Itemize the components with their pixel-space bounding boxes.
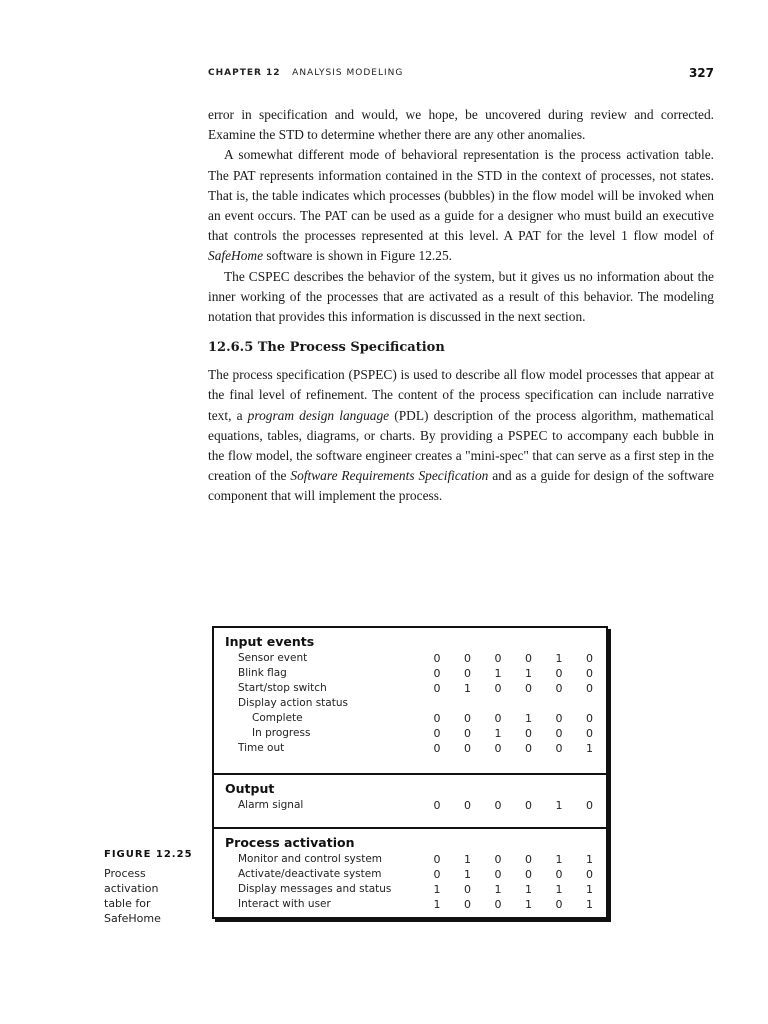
activation-value: 0 <box>586 667 593 680</box>
activation-value: 0 <box>433 682 441 695</box>
row-label: Display messages and status <box>238 883 392 895</box>
activation-value: 0 <box>433 853 441 866</box>
output-title: Output <box>225 781 275 796</box>
row-label: Activate/deactivate system <box>238 868 382 880</box>
paragraph-2: A somewhat different mode of behavioral representation is the process activation table. The PAT represents information contained in the STD in the context of processes, not states. That is, the table indicates which processes (bubbles) in the flow model will be invoked when an event occurs. The PAT can be used as a guide for a designer who must build an executive that controls the processes represented at this level. A PAT for the level 1 flow model of SafeHome software is shown in Figure 12.25. <box>208 147 714 264</box>
activation-value: 0 <box>525 799 532 812</box>
activation-value: 0 <box>433 727 441 740</box>
row-label: Interact with user <box>238 898 331 910</box>
activation-value: 1 <box>555 853 563 866</box>
activation-value: 1 <box>586 883 593 896</box>
table-row <box>214 711 606 726</box>
activation-value: 0 <box>586 799 593 812</box>
output-section <box>214 773 606 827</box>
running-head <box>208 68 403 78</box>
figure-label: FIGURE 12.25 <box>104 849 193 860</box>
table-row <box>214 696 606 711</box>
table-row <box>214 681 606 696</box>
activation-value: 1 <box>464 868 471 881</box>
row-label: Complete <box>252 712 303 724</box>
process-rows <box>214 852 606 912</box>
row-label: Time out <box>238 742 285 754</box>
table-row <box>214 852 606 867</box>
activation-value: 0 <box>586 712 593 725</box>
table-row <box>214 726 606 741</box>
paragraph-3: The CSPEC describes the behavior of the system, but it gives us no information about the inner working of the processes that are activated as a result of this behavior. The modeling notation that provides this information is discussed in the next section. <box>208 268 714 325</box>
figure-caption <box>104 849 204 926</box>
activation-value: 0 <box>433 712 441 725</box>
activation-value: 0 <box>494 799 502 812</box>
activation-value: 0 <box>525 682 532 695</box>
activation-value: 0 <box>464 742 471 755</box>
activation-value: 0 <box>433 652 441 665</box>
activation-value: 0 <box>525 868 532 881</box>
activation-value: 0 <box>586 727 593 740</box>
input-events-title: Input events <box>225 634 315 649</box>
table-row <box>214 651 606 666</box>
activation-value: 0 <box>555 868 563 881</box>
activation-value: 0 <box>555 667 563 680</box>
activation-value: 0 <box>464 883 471 896</box>
srs-emphasis: Software Requirements Specification <box>290 468 489 484</box>
figure-caption-text: Process activation table for SafeHome <box>104 867 161 925</box>
pdl-emphasis: program design language <box>247 407 390 423</box>
activation-value: 0 <box>494 898 502 911</box>
activation-value: 1 <box>555 883 563 896</box>
activation-value: 1 <box>586 742 593 755</box>
activation-value: 0 <box>525 727 532 740</box>
activation-value: 0 <box>494 712 502 725</box>
table-row <box>214 897 606 912</box>
activation-value: 0 <box>525 853 532 866</box>
table-row <box>214 666 606 681</box>
activation-value: 1 <box>525 667 532 680</box>
activation-value: 0 <box>525 742 532 755</box>
process-activation-section <box>214 827 606 912</box>
table-row <box>214 798 606 813</box>
safehome-emphasis: SafeHome <box>208 248 264 264</box>
activation-value: 1 <box>525 898 532 911</box>
output-rows <box>214 798 606 813</box>
activation-value: 0 <box>494 682 502 695</box>
activation-value: 0 <box>464 898 471 911</box>
activation-value: 0 <box>494 742 502 755</box>
activation-value: 1 <box>555 799 563 812</box>
process-activation-title: Process activation <box>225 835 355 850</box>
body-text <box>208 105 714 507</box>
chapter-title: ANALYSIS MODELING <box>292 68 404 78</box>
activation-value: 0 <box>464 652 471 665</box>
activation-value: 0 <box>464 799 471 812</box>
row-label: Blink flag <box>238 667 287 679</box>
activation-value: 1 <box>464 682 471 695</box>
activation-value: 1 <box>525 883 532 896</box>
page-number: 327 <box>688 66 714 80</box>
activation-value: 0 <box>586 868 593 881</box>
activation-value: 0 <box>433 799 441 812</box>
activation-value: 0 <box>464 727 471 740</box>
chapter-number: CHAPTER 12 <box>208 68 281 78</box>
activation-value: 0 <box>555 898 563 911</box>
table-row <box>214 867 606 882</box>
row-label: Monitor and control system <box>238 853 383 865</box>
activation-value: 0 <box>494 652 502 665</box>
activation-value: 1 <box>433 883 441 896</box>
input-rows <box>214 651 606 756</box>
activation-value: 0 <box>464 712 471 725</box>
activation-value: 0 <box>586 682 593 695</box>
activation-value: 0 <box>525 652 532 665</box>
activation-value: 1 <box>494 883 502 896</box>
activation-value: 1 <box>525 712 532 725</box>
row-label: In progress <box>252 727 311 739</box>
activation-value: 1 <box>586 853 593 866</box>
activation-value: 1 <box>494 667 502 680</box>
activation-value: 0 <box>586 652 593 665</box>
activation-value: 1 <box>494 727 502 740</box>
activation-value: 0 <box>555 742 563 755</box>
activation-value: 1 <box>464 853 471 866</box>
activation-value: 0 <box>494 868 502 881</box>
row-label: Start/stop switch <box>238 682 327 694</box>
section-heading: 12.6.5 The Process Specification <box>208 340 445 356</box>
page-header <box>208 66 714 82</box>
activation-value: 1 <box>555 652 563 665</box>
row-label: Sensor event <box>238 652 308 664</box>
activation-value: 0 <box>555 682 563 695</box>
table-row <box>214 882 606 897</box>
activation-value: 0 <box>433 667 441 680</box>
table-row <box>214 741 606 756</box>
activation-value: 0 <box>433 742 441 755</box>
paragraph-1: error in specification and would, we hope, be uncovered during review and corrected. Examine the STD to determine whether there are any other anomalies. <box>208 107 714 143</box>
activation-value: 0 <box>555 712 563 725</box>
activation-value: 0 <box>464 667 471 680</box>
activation-value: 0 <box>494 853 502 866</box>
row-label: Alarm signal <box>238 799 304 811</box>
activation-value: 0 <box>433 868 441 881</box>
process-activation-table <box>212 626 608 919</box>
activation-value: 1 <box>433 898 441 911</box>
row-label: Display action status <box>238 697 348 709</box>
activation-value: 0 <box>555 727 563 740</box>
paragraph-4: The process specification (PSPEC) is used to describe all flow model processes that appear at the final level of refinement. The content of the process specification can include narrative text, a program design language (PDL) description of the process algorithm, mathematical equations, tables, diagrams, or charts. By providing a PSPEC to accompany each bubble in the flow model, the software engineer creates a "mini-spec" that can serve as a first step in the creation of the Software Requirements Specification and as a guide for design of the software component that will implement the process. <box>208 367 714 504</box>
input-events-section <box>214 628 606 773</box>
activation-value: 1 <box>586 898 593 911</box>
